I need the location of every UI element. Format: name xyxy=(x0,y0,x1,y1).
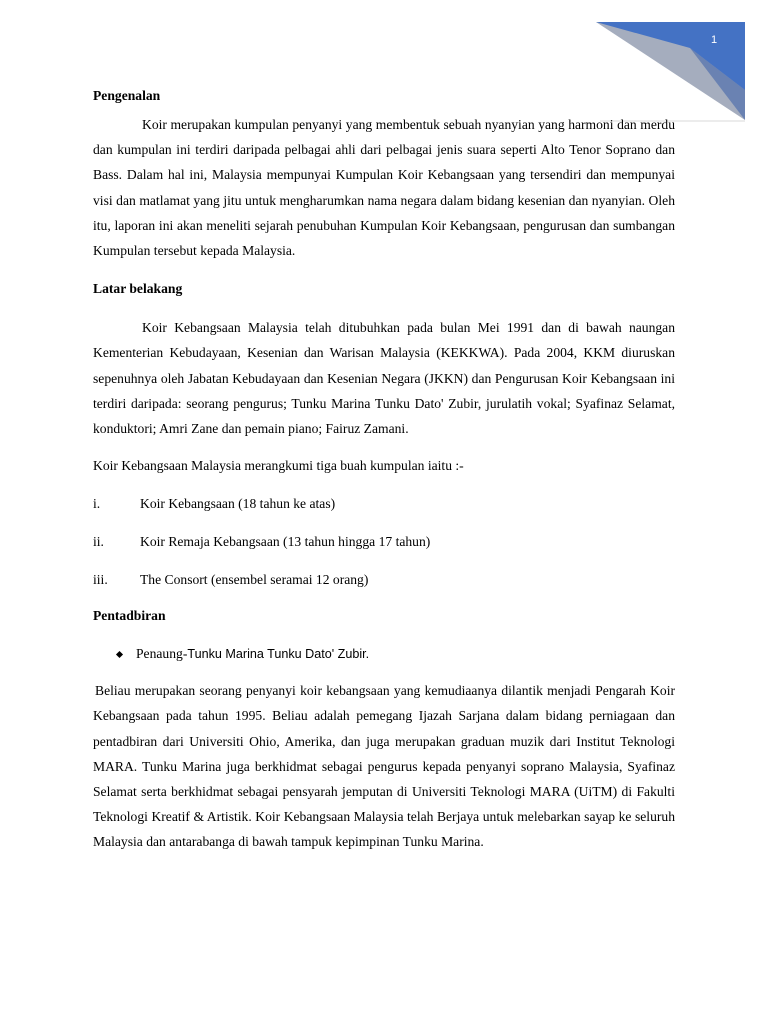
list-number: iii. xyxy=(93,572,108,588)
diamond-bullet-icon xyxy=(116,651,123,658)
list-text: Koir Kebangsaan (18 tahun ke atas) xyxy=(140,496,336,512)
list-text: The Consort (ensembel seramai 12 orang) xyxy=(140,572,369,588)
list-item xyxy=(93,570,675,590)
list-item xyxy=(93,532,675,552)
list-intro: Koir Kebangsaan Malaysia merangkumi tiga buah kumpulan iaitu :- xyxy=(93,458,464,474)
bullet-prefix: Penaung- xyxy=(136,646,188,662)
heading-pengenalan: Pengenalan xyxy=(93,88,161,103)
heading-latar-belakang: Latar belakang xyxy=(93,281,183,297)
paragraph-pentadbiran: Beliau merupakan seorang penyanyi koir kebangsaan yang kemudiaanya dilantik menjadi Pengarah Koir Kebangsaan pada tahun 1995. Beliau adalah pemegang Ijazah Sarjana dalam bidang perniagaan dan pentadbiran dari Universiti Ohio, Amerika, dan juga merupakan graduan muzik dari Institut Teknologi MARA. Tunku Marina juga berkhidmat sebagai pengurus kepada penyanyi soprano Malaysia, Syafinaz Selamat serta berkhidmat sebagai pensyarah jemputan di Universiti Teknologi MARA (UiTM) di Fakulti Teknologi Kreatif & Artistik. Koir Kebangsaan Malaysia telah Berjaya untuk melebarkan sayap ke seluruh Malaysia dan antarabanga di bawah tampuk kepimpinan Tunku Marina. xyxy=(93,683,675,850)
heading-pentadbiran: Pentadbiran xyxy=(93,608,166,624)
page-number: 1 xyxy=(710,34,718,46)
list-number: ii. xyxy=(93,534,104,550)
list-number: i. xyxy=(93,496,101,512)
bullet-penaung xyxy=(117,644,675,664)
document-body xyxy=(93,86,675,855)
bullet-name: Tunku Marina Tunku Dato' Zubir. xyxy=(187,647,370,662)
paragraph-latar-belakang: Koir Kebangsaan Malaysia telah ditubuhkan pada bulan Mei 1991 dan di bawah naungan Kementerian Kebudayaan, Kesenian dan Warisan Malaysia (KEKKWA). Pada 2004, KKM diuruskan sepenuhnya oleh Jabatan Kebudayaan dan Kesenian Negara (JKKN) dan Pengurusan Koir Kebangsaan ini terdiri daripada: seorang pengurus; Tunku Marina Tunku Dato' Zubir, jurulatih vokal; Syafinaz Selamat, konduktori; Amri Zane dan pemain piano; Fairuz Zamani. xyxy=(93,320,675,437)
list-text: Koir Remaja Kebangsaan (13 tahun hingga 17 tahun) xyxy=(140,534,431,550)
paragraph-pengenalan: Koir merupakan kumpulan penyanyi yang membentuk sebuah nyanyian yang harmoni dan merdu dan kumpulan ini terdiri daripada pelbagai ahli dari pelbagai jenis suara seperti Alto Tenor Soprano dan Bass. Dalam hal ini, Malaysia mempunyai Kumpulan Koir Kebangsaan yang tersendiri dan mempunyai visi dan matlamat yang jitu untuk mengharumkan nama negara dalam bidang kesenian dan nyanyian. Oleh itu, laporan ini akan meneliti sejarah penubuhan Kumpulan Koir Kebangsaan, pengurusan dan sumbangan Kumpulan tersebut kepada Malaysia. xyxy=(93,117,675,259)
list-item xyxy=(93,494,675,514)
